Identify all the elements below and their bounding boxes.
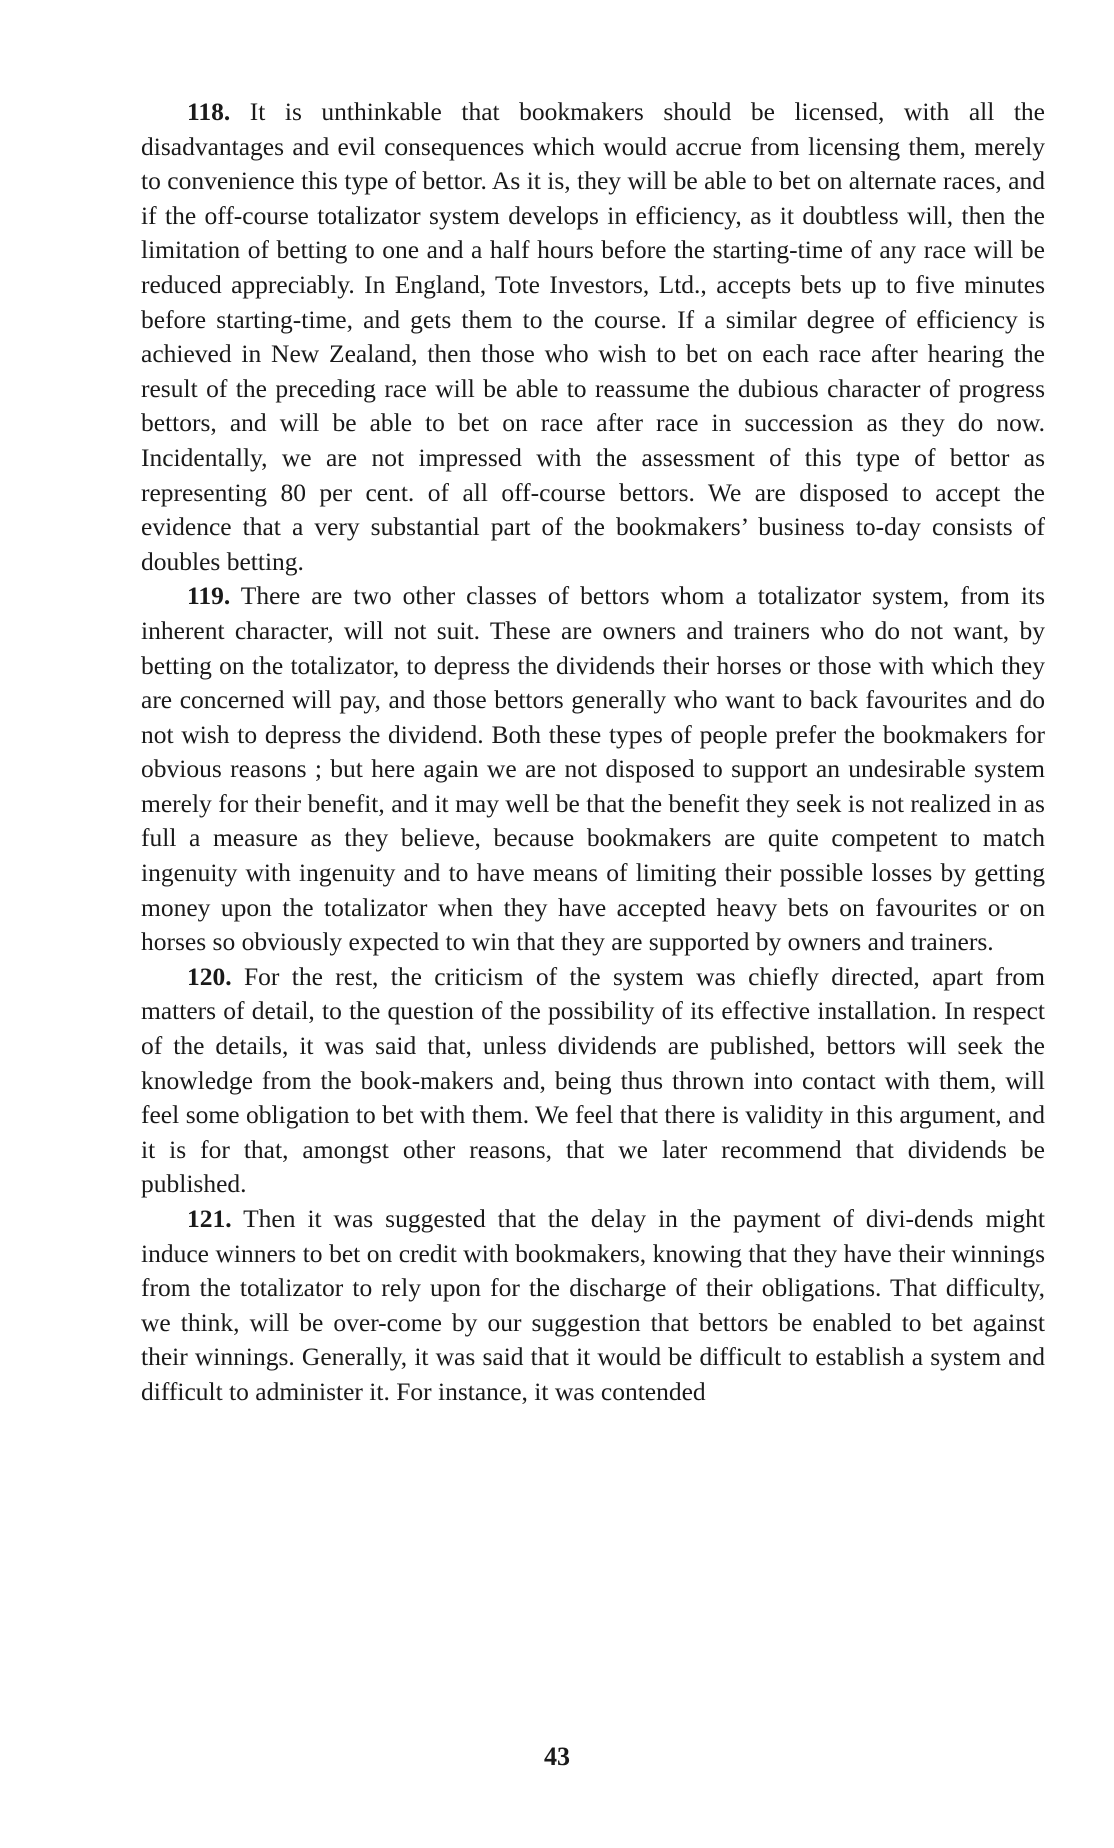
- paragraph-text: Then it was suggested that the delay in the payment of divi-dends might induce winners to bet on credit with bookmakers, knowing that they have their winnings from the totalizator to rely upon for the discharge of their obligations. That difficulty, we think, will be over-come by our suggestion that bettors be enabled to bet against their winnings. Generally, it was said that it would be difficult to establish a system and difficult to administer it. For instance, it was contended: [141, 1204, 1045, 1406]
- paragraph-118: [141, 95, 1045, 579]
- paragraph-number: 118.: [187, 97, 231, 126]
- paragraph-121: [141, 1202, 1045, 1410]
- page-number: 43: [544, 1742, 570, 1771]
- paragraph-number: 121.: [187, 1204, 232, 1233]
- body-text: [141, 95, 1045, 1410]
- paragraph-number: 120.: [187, 961, 232, 991]
- paragraph-number: 119.: [187, 581, 231, 611]
- paragraph-text: For the rest, the criticism of the system was chiefly directed, apart from matters of detail, to the question of the possibility of its effective installation. In respect of the details, it was said that, unless dividends are published, bettors will seek the knowledge from the book-makers and, being thus thrown into contact with them, will feel some obligation to bet with them. We feel that there is validity in this argument, and it is for that, amongst other reasons, that we later recommend that dividends be published.: [141, 961, 1045, 1199]
- paragraph-text: There are two other classes of bettors whom a totalizator system, from its inherent character, will not suit. These are owners and trainers who do not want, by betting on the totalizator, to depress the dividends their horses or those with which they are concerned will pay, and those bettors generally who want to back favourites and do not wish to depress the dividend. Both these types of people prefer the bookmakers for obvious reasons ; but here again we are not disposed to support an undesirable system merely for their benefit, and it may well be that the benefit they seek is not realized in as full a measure as they believe, because bookmakers are quite competent to match ingenuity with ingenuity and to have means of limiting their possible losses by getting money upon the totalizator when they have accepted heavy bets on favourites or on horses so obviously expected to win that they are supported by owners and trainers.: [141, 581, 1045, 957]
- paragraph-119: [141, 579, 1045, 960]
- paragraph-120: [141, 960, 1045, 1202]
- paragraph-text: It is unthinkable that bookmakers should be licensed, with all the disadvantages and evil consequences which would accrue from licensing them, merely to convenience this type of bettor. As it is, they will be able to bet on alternate races, and if the off-course totalizator system develops in efficiency, as it doubtless will, then the limitation of betting to one and a half hours before the starting-time of any race will be reduced appreciably. In England, Tote Investors, Ltd., accepts bets up to five minutes before starting-time, and gets them to the course. If a similar degree of efficiency is achieved in New Zealand, then those who wish to bet on each race after hearing the result of the preceding race will be able to reassume the dubious character of progress bettors, and will be able to bet on race after race in succession as they do now. Incidentally, we are not impressed with the assessment of this type of bettor as representing 80 per cent. of all off-course bettors. We are disposed to accept the evidence that a very substantial part of the bookmakers’ business to-day consists of doubles betting.: [141, 97, 1045, 576]
